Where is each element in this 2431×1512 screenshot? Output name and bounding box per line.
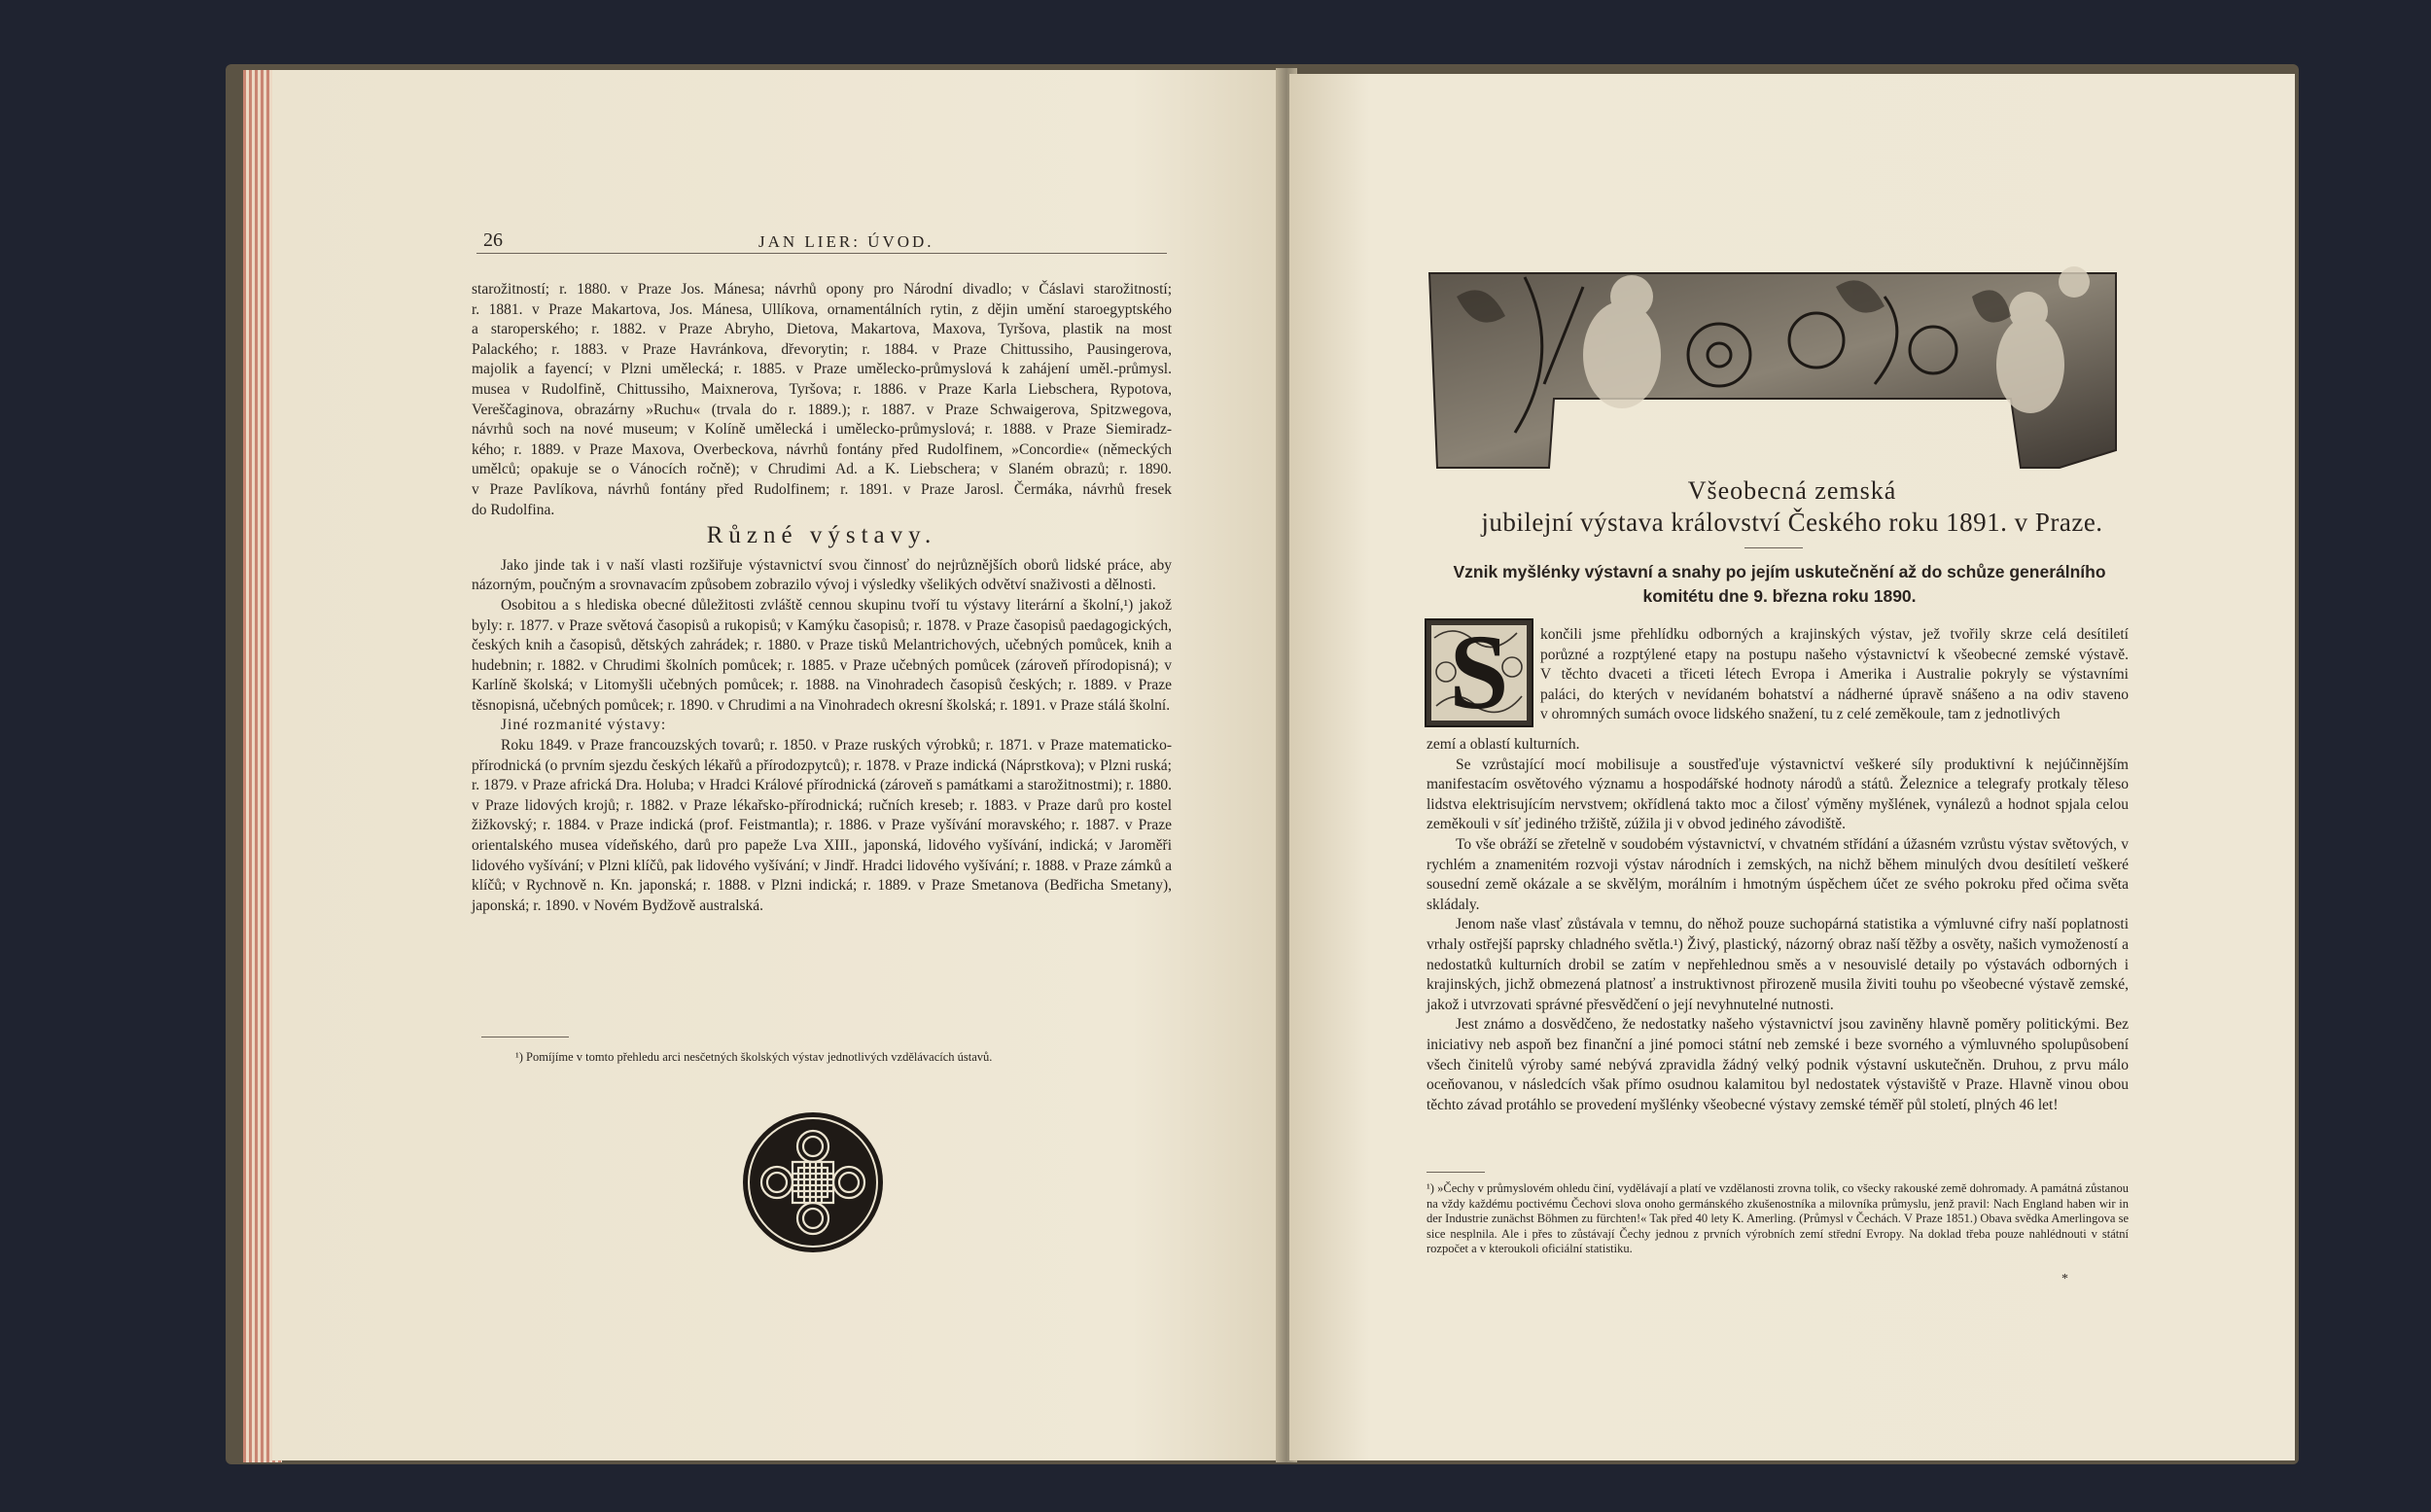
section-title: Různé výstavy. xyxy=(706,522,937,549)
page-number: 26 xyxy=(483,229,503,251)
footnote: ¹) »Čechy v průmyslovém ohledu činí, vydělávají a platí ve vzdělanosti zrovna tolik, co všecky rakouské země dohromady. A památná zůstanou na vždy každému poctivému Čechovi slova onoho germánského zkušenostníka a milovníka průmyslu, jenž pravil: Nach England haben wir in der Industrie zunächst Böhmen zu fürchten!« Tak před 40 lety K. Amerling. (Průmysl v Čechách. V Praze 1851.) Obava svědka Amerlingova se sice nesplnila. Ale i přes to zůstávají Čechy jednou z prvních výrobních zemí střední Evropy. Na doklad třeba pouze nahlédnouti v státní rozpočet a v kteroukoli oficiální statistiku. xyxy=(1427,1181,2129,1255)
engraved-header-vignette-icon xyxy=(1427,238,2118,469)
main-title-line1: Všeobecná zemská xyxy=(1687,476,1897,505)
paragraph: Jest známo a dosvědčeno, že nedostatky našeho výstavnictví jsou zaviněny hlavně poměry politickými. Bez iniciativy neb aspoň bez finanční a jiné pomoci státní neb zemské i beze svorného a výmluvného spolupůsobení všech činitelů výroby samé nebývá zpravidla žádný velký podnik výstavní uskutečněn. Druhou, z prvu málo oceňovanou, v následcích však přímo osudnou kalamitou byl nedostatek výstaviště v Praze. Hlavně vinou obou těchto závad protáhlo se provedení myšlénky všeobecné výstavy zemské téměř půl století, plných 46 let! xyxy=(1427,1016,2129,1113)
text-line: majolik a fayencí; v Plzni umělecká; r. 1885. v Praze umělecko-průmyslová k zahájení uměl.-průmysl. xyxy=(472,361,1172,378)
paragraph: Osobitou a s hlediska obecné důležitosti zvláště cennou skupinu tvoří tu výstavy literární a školní,¹) jakož byly: r. 1877. v Praze světová časopisů a rukopisů; v Kamýku časopisů; r. 1878. v Praze časopisů paedagogických, českých knih a časopisů, dětských zahrádek; r. 1880. v Praze tisků Melantrichových, učebných pomůcek, knih a hudebnin; r. 1882. v Chrudimi školních pomůcek; r. 1885. v Praze učebných pomůcek (zároveň přírodopisná); v Karlíně školská; v Litomyšli učebných pomůcek; r. 1888. na Vinohradech časopisů českých; r. 1889. v Praze těsnopisná, učebných pomůcek; r. 1890. v Chrudimi a na Vinohradech okresní školská; r. 1891. v Praze stálá školní. xyxy=(472,596,1172,714)
text-line: návrhů soch na nové museum; v Kolíně umělecká i umělecko-průmyslová; r. 1888. v Praze Siemiradz- xyxy=(472,421,1172,439)
text-line: paláci, do kterých v nevídaném bohatství a nádherné úpravě snášeno a na odiv staveno xyxy=(1540,686,2129,703)
title-rule xyxy=(1744,547,1803,548)
right-text-column xyxy=(1427,735,2129,1115)
text-line: a staroperského; r. 1882. v Praze Abryho, Dietova, Makartova, Maxova, Tyršova, plastik na most xyxy=(472,321,1172,338)
text-line: končili jsme přehlídku odborných a krajinských výstav, jež tvořily skrze celá desítiletí xyxy=(1540,626,2129,643)
text-line: do Rudolfina. xyxy=(472,501,555,518)
text-line: umělců; opakuje se o Vánocích ročně); v Chrudimi Ad. a K. Liebschera; v Slaném obrazů; r. 1890. xyxy=(472,461,1172,478)
paragraph: Jenom naše vlasť zůstávala v temnu, do něhož pouze suchopárná statistika a výmluvné cifry naší poplatnosti vrhaly ostřejší paprsky chladného světla.¹) Živý, plastický, názorný obraz naší těžby a osvěty, našich vymožeností a nedostatků kulturních drobil se zatím v nepřehlednou směs a v nesouvislé detaily po výstavách odborných i krajinských, jichž obmezená platnosť a instruktivnost přirozeně musila živiti touhu po všeobecné výstavě zemské, jakož i utvrzovati správné přesvědčení o její nevyhnutelné nutnosti. xyxy=(1427,916,2129,1013)
text-line: starožitností; r. 1880. v Praze Jos. Mánesa; návrhů opony pro Národní divadlo; v Čáslavi starožitností; xyxy=(472,281,1172,298)
paragraph: zemí a oblastí kulturních. xyxy=(1427,736,1580,753)
paragraph: To vše obráží se zřetelně v soudobém výstavnictví, v chvatném střídání a úžasném vzrůstu výstav světových, v rychlém a znamenitém rozvoji výstav národních i zemských, na nichž během minulých dvou desítiletí veškeré sousední země okázale a se skvělým, morálním i hmotným úspěchem účet ze svého pokroku před očima světa skládaly. xyxy=(1427,835,2129,913)
text-line: r. 1881. v Praze Makartova, Jos. Mánesa, Ullíkova, ornamentálních rytin, z dějin umění staroegyptského xyxy=(472,300,1172,318)
paragraph: Se vzrůstající mocí mobilisuje a soustřeďuje výstavnictví veškeré síly produktivní k nejúčinnějším manifestacím osvětového významu a hospodářské hodnoty národů a států. Železnice a telegrafy protkaly těleso lidstva elektrisujícím nervstvem; okřídlená takto moc a čilosť výměny myšlének, vynálezů a hodnot spjala celou zeměkouli v síť jediného tržiště, zúžila ji v obvod jediného závodiště. xyxy=(1427,756,2129,833)
ornament-knot-icon xyxy=(742,1111,884,1253)
text-line: Vereščaginova, obrazárny »Ruchu« (trvala do r. 1889.); r. 1887. v Praze Schwaigerova, Spitzwegova, xyxy=(472,401,1172,418)
page-marker: * xyxy=(2061,1272,2068,1286)
paragraph: Jako jinde tak i v naší vlasti rozšiřuje výstavnictví svou činnosť do nejrůznějších oborů lidské práce, aby názorným, poučným a srovnavacím způsobem zobrazilo vývoj i výsledky všelikých odvětví snaživosti a dělnosti. xyxy=(472,556,1172,594)
text-line: v ohromných sumách ovoce lidského snažení, tu z celé zeměkoule, tam z jednotlivých xyxy=(1540,706,2061,723)
footnote-rule xyxy=(1427,1172,1485,1173)
text-line: v Praze Pavlíkova, návrhů fontány před Rudolfinem; r. 1891. v Praze Jarosl. Čermáka, návrhů fresek xyxy=(472,480,1172,498)
text-line: V těchto dvaceti a třiceti létech Evropa i Amerika i Australie pokryly se výstavními xyxy=(1540,666,2129,684)
drop-cap-letter: S xyxy=(1449,613,1509,731)
chapter-subtitle: Vznik myšlénky výstavní a snahy po jejím uskutečnění až do schůze generálního komitétu dne 9. března roku 1890. xyxy=(1453,562,2106,606)
continued-list xyxy=(472,280,1172,520)
text-line: musea v Rudolfině, Chittussiho, Maixnerova, Tyršova; r. 1886. v Praze Karla Liebschera, Rypotova, xyxy=(472,380,1172,398)
running-head: JAN LIER: ÚVOD. xyxy=(758,232,934,251)
footnote: ¹) Pomíjíme v tomto přehledu arci nesčetných školských výstav jednotlivých vzdělávacích ústavů. xyxy=(515,1050,993,1064)
text-line: Palackého; r. 1883. v Praze Havránkova, dřevorytin; r. 1884. v Praze Chittussiho, Pausingerova, xyxy=(472,340,1172,358)
text-line: porůzné a rozptýlené etapy na postupu našeho výstavnictví k všeobecné zemské výstavě. xyxy=(1540,646,2129,663)
main-title-line2: jubilejní výstava království Českého roku 1891. v Praze. xyxy=(1481,508,2103,537)
left-text-column xyxy=(472,280,1172,916)
text-line: kého; r. 1889. v Praze Maxova, Overbeckova, návrhů fontány před Rudolfinem, »Concordie« (německých xyxy=(472,440,1172,458)
header-rule xyxy=(476,253,1167,254)
drop-cap-lines xyxy=(1540,625,2129,725)
drop-cap-initial xyxy=(1425,613,1533,731)
paragraph: Roku 1849. v Praze francouzských tovarů; r. 1850. v Praze ruských výrobků; r. 1871. v Praze matematicko-přírodnická (o prvním sjezdu českých lékařů a přírodozpytců); r. 1878. v Praze indická (Náprstkova); v Plzni ruská; r. 1879. v Praze africká Dra. Holuba; v Hradci Králové přírodnická (zároveň s památkami a starožitnostmi); r. 1880. v Praze lidových krojů; r. 1882. v Praze lékařsko-přírodnická; ručních kreseb; r. 1883. v Praze darů pro kostel žižkovský; r. 1884. v Praze indická (prof. Feistmantla); r. 1886. v Praze vyšívání moravského; r. 1887. v Praze orientalského musea vídeňského, darů pro papeže Lva XIII., japonská, lidového vyšívání, indická; v Jaroměři lidového vyšívání; v Plzni klíčů, pak lidového vyšívání; v Jindř. Hradci lidového vyšívání; r. 1888. v Praze zámků a klíčů; v Rychnově n. Kn. japonská; r. 1888. v Plzni indická; r. 1889. v Praze Smetanova (Bedřicha Smetany), japonská; r. 1890. v Novém Bydžově australská. xyxy=(472,737,1172,914)
subheading: Jiné rozmanité výstavy: xyxy=(501,717,667,734)
